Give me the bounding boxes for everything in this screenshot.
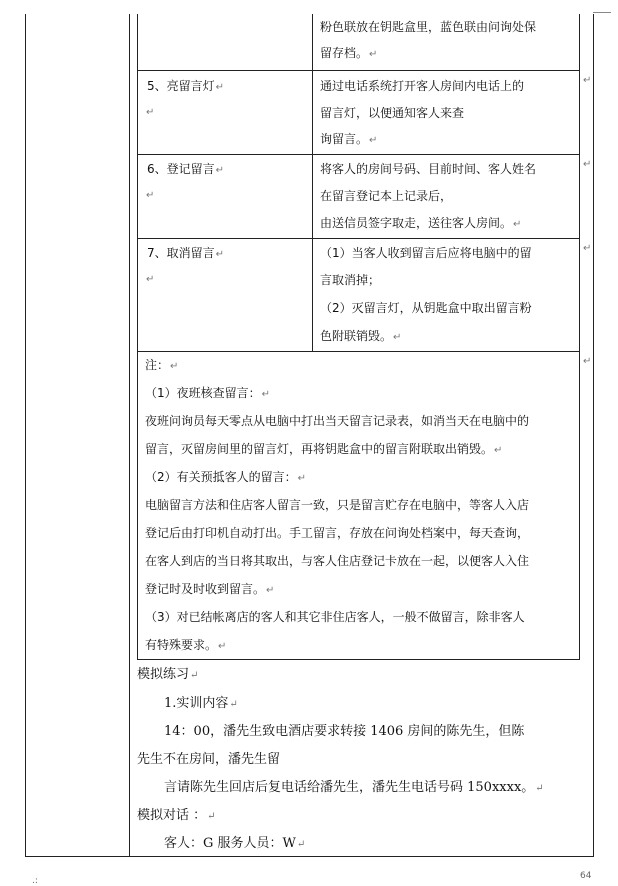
practice-item: 1.实训内容↵ <box>164 696 238 711</box>
row-end-marker: ↵ <box>583 159 592 170</box>
notes-line: 夜班问询员每天零点从电脑中打出当天留言记录表，如消当天在电脑中的 <box>145 414 530 428</box>
notes-line: 登记后由打印机自动打出。手工留言，存放在问询处档案中，每天查询， <box>145 526 530 540</box>
notes-line: 登记时及时收到留言。↵ <box>145 582 275 596</box>
row7-step-mark: ↵ <box>146 274 155 285</box>
footer-mark: .: <box>32 876 38 886</box>
inner-left-border <box>137 14 138 660</box>
notes-line: 在客人到店的当日将其取出，与客人住店登记卡放在一起，以便客人入住 <box>145 554 530 568</box>
row7-step: 7、取消留言↵ <box>147 246 225 260</box>
row5-desc-line1: 通过电话系统打开客人房间内电话上的 <box>320 79 525 93</box>
dialog-title: 模拟对话 ：↵ <box>137 808 216 823</box>
row-line-2 <box>137 154 580 155</box>
notes-line: 有特殊要求。↵ <box>145 638 227 652</box>
page-number: 64 <box>580 871 592 881</box>
row0-desc-line2: 留存档。↵ <box>320 46 378 60</box>
row7-desc-line3: （2）灭留言灯，从钥匙盒中取出留言粉 <box>320 301 532 315</box>
row6-step-mark: ↵ <box>146 190 155 201</box>
row5-step: 5、亮留言灯↵ <box>147 79 225 93</box>
row-line-3 <box>137 238 580 239</box>
row6-desc-line2: 在留言登记本上记录后， <box>320 189 453 203</box>
row0-desc-line1: 粉色联放在钥匙盒里，蓝色联由问询处保 <box>320 20 537 34</box>
row-end-marker: ↵ <box>583 356 592 367</box>
row-end-marker: ↵ <box>583 243 592 254</box>
outer-right-border <box>593 14 594 857</box>
row7-desc-line1: （1）当客人收到留言后应将电脑中的留 <box>320 246 532 260</box>
row6-desc-line1: 将客人的房间号码、目前时间、客人姓名 <box>320 162 537 176</box>
practice-title: 模拟练习↵ <box>137 667 199 682</box>
scenario-line-1: 14：00，潘先生致电酒店要求转接 1406 房间的陈先生，但陈 <box>164 724 525 739</box>
outer-left-border <box>25 14 26 857</box>
row6-step: 6、登记留言↵ <box>147 162 225 176</box>
scenario-line-2: 先生不在房间，潘先生留 <box>137 752 281 767</box>
notes-line: 电脑留言方法和住店客人留言一致，只是留言贮存在电脑中，等客人入店 <box>145 498 530 512</box>
inner-right-border <box>579 14 580 660</box>
inner-mid-divider <box>312 14 313 352</box>
row5-step-mark: ↵ <box>146 107 155 118</box>
row6-desc-line3: 由送信员签字取走，送往客人房间。↵ <box>320 216 522 230</box>
row7-desc-line2: 言取消掉； <box>320 273 381 287</box>
row-end-marker: ↵ <box>583 75 592 86</box>
row5-desc-line3: 询留言。↵ <box>320 132 378 146</box>
column-divider <box>129 14 130 857</box>
dialog-roles: 客人：G 服务人员：W↵ <box>164 836 306 851</box>
top-right-tick <box>593 12 611 13</box>
notes-heading: 注：↵ <box>145 358 179 372</box>
row7-desc-line4: 色附联销毁。↵ <box>320 329 402 343</box>
notes-line: 留言，灭留房间里的留言灯，再将钥匙盒中的留言附联取出销毁。↵ <box>145 442 503 456</box>
scenario-line-3: 言请陈先生回店后复电话给潘先生，潘先生电话号码 150xxxx。↵ <box>164 780 544 795</box>
notes-line: （3）对已结帐离店的客人和其它非住店客人，一般不做留言，除非客人 <box>145 610 525 624</box>
row-line-1 <box>137 70 580 71</box>
row5-desc-line2: 留言灯，以便通知客人来查 <box>320 106 465 120</box>
notes-line: （1）夜班核查留言：↵ <box>145 386 271 400</box>
row-line-4 <box>137 351 580 352</box>
notes-line: （2）有关预抵客人的留言：↵ <box>145 470 307 484</box>
outer-bottom-border <box>25 856 594 857</box>
inner-bottom-border <box>137 659 580 660</box>
